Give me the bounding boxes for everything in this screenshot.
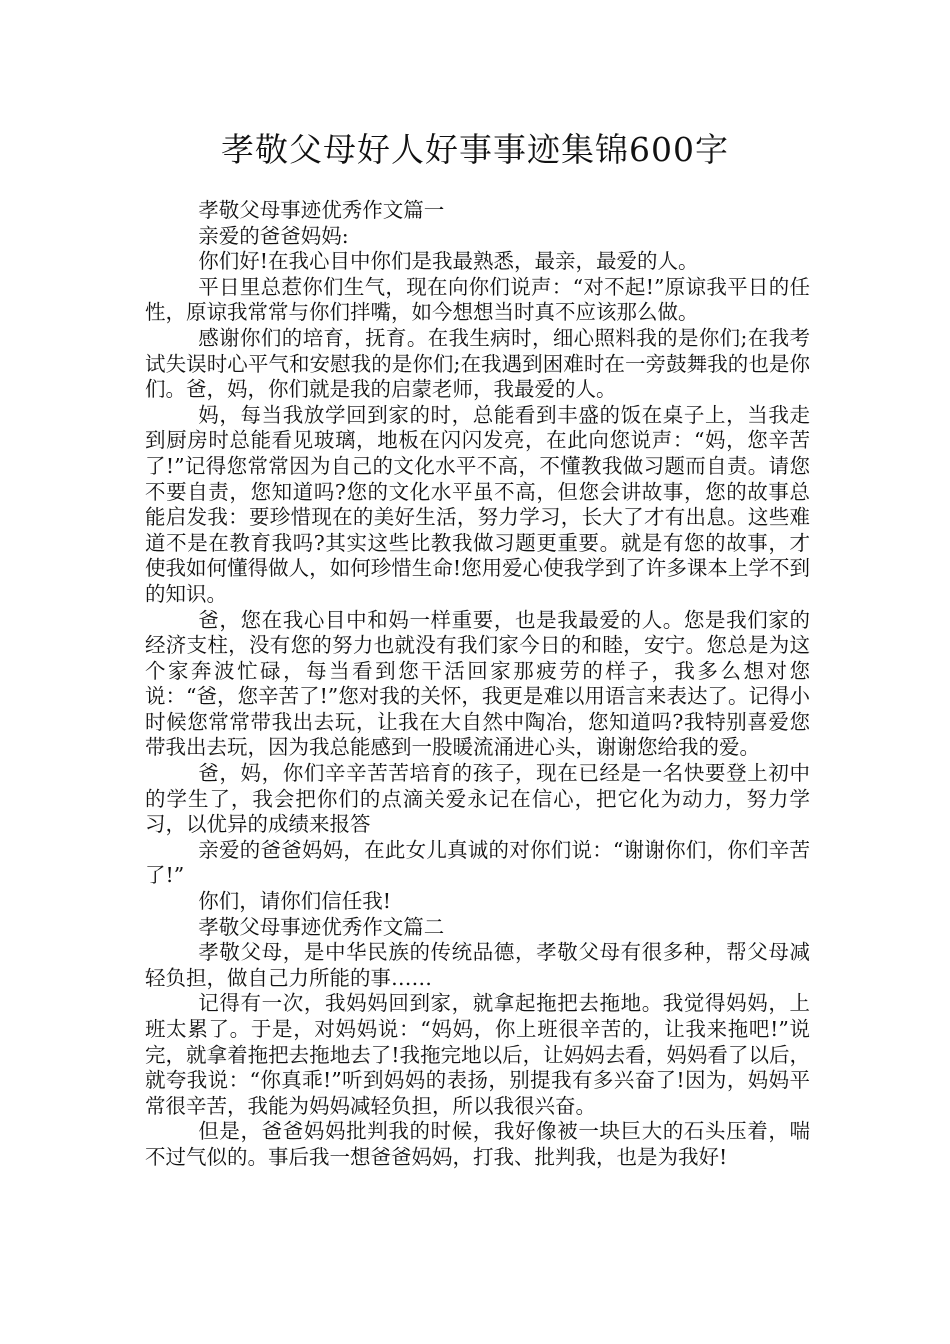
- paragraph: 平日里总惹你们生气，现在向你们说声：“对不起!”原谅我平日的任性，原谅我常常与你们拌嘴，如今想想当时真不应该那么做。: [145, 274, 810, 325]
- paragraph: 你们，请你们信任我!: [198, 889, 392, 914]
- paragraph-section-heading-1: 孝敬父母事迹优秀作文篇一: [198, 198, 445, 222]
- paragraph-greeting: 亲爱的爸爸妈妈:: [198, 223, 349, 248]
- document-body: [145, 198, 810, 1171]
- paragraph: 爸，妈，你们辛辛苦苦培育的孩子，现在已经是一名快要登上初中的学生了，我会把你们的点滴关爱永记在信心，把它化为动力，努力学习，以优异的成绩来报答: [145, 761, 810, 837]
- paragraph: 感谢你们的培育，抚育。在我生病时，细心照料我的是你们;在我考试失误时心平气和安慰我的是你们;在我遇到困难时在一旁鼓舞我的也是你们。爸，妈，你们就是我的启蒙老师，我最爱的人。: [145, 325, 810, 402]
- paragraph: 记得有一次，我妈妈回到家，就拿起拖把去拖地。我觉得妈妈，上班太累了。于是，对妈妈说：“妈妈，你上班很辛苦的，让我来拖吧!”说完，就拿着拖把去拖地去了!我拖完地以后，让妈妈去看，妈妈看了以后，就夸我说：“你真乖!”听到妈妈的表扬，别提我有多兴奋了!因为，妈妈平常很辛苦，我能为妈妈减轻负担，所以我很兴奋。: [145, 991, 810, 1118]
- paragraph: 但是，爸爸妈妈批判我的时候，我好像被一块巨大的石头压着，喘不过气似的。事后我一想爸爸妈妈，打我、批判我，也是为我好!: [145, 1119, 810, 1169]
- paragraph: 妈，每当我放学回到家的时，总能看到丰盛的饭在桌子上，当我走到厨房时总能看见玻璃，地板在闪闪发亮，在此向您说声：“妈，您辛苦了!”记得您常常因为自己的文化水平不高，不懂教我做习题而自责。请您不要自责，您知道吗?您的文化水平虽不高，但您会讲故事，您的故事总能启发我：要珍惜现在的美好生活，努力学习，长大了才有出息。这些难道不是在教育我吗?其实这些比教我做习题更重要。就是有您的故事，才使我如何懂得做人，如何珍惜生命!您用爱心使我学到了许多课本上学不到的知识。: [145, 402, 810, 606]
- document-title: 孝敬父母好人好事事迹集锦600字: [221, 130, 729, 169]
- paragraph: 亲爱的爸爸妈妈，在此女儿真诚的对你们说：“谢谢你们，你们辛苦了!”: [145, 837, 810, 888]
- paragraph-section-heading-2: 孝敬父母事迹优秀作文篇二: [198, 914, 445, 939]
- paragraph: 爸，您在我心目中和妈一样重要，也是我最爱的人。您是我们家的经济支柱，没有您的努力也就没有我们家今日的和睦，安宁。您总是为这个家奔波忙碌，每当看到您干活回家那疲劳的样子，我多么想对您说：“爸，您辛苦了!”您对我的关怀，我更是难以用语言来表达了。记得小时候您常常带我出去玩，让我在大自然中陶冶，您知道吗?我特别喜爱您带我出去玩，因为我总能感到一股暖流涌进心头，谢谢您给我的爱。: [145, 607, 810, 760]
- paragraph: 你们好!在我心目中你们是我最熟悉，最亲，最爱的人。: [198, 249, 699, 274]
- paragraph: 孝敬父母，是中华民族的传统品德，孝敬父母有很多种，帮父母减轻负担，做自己力所能的事……: [145, 940, 810, 990]
